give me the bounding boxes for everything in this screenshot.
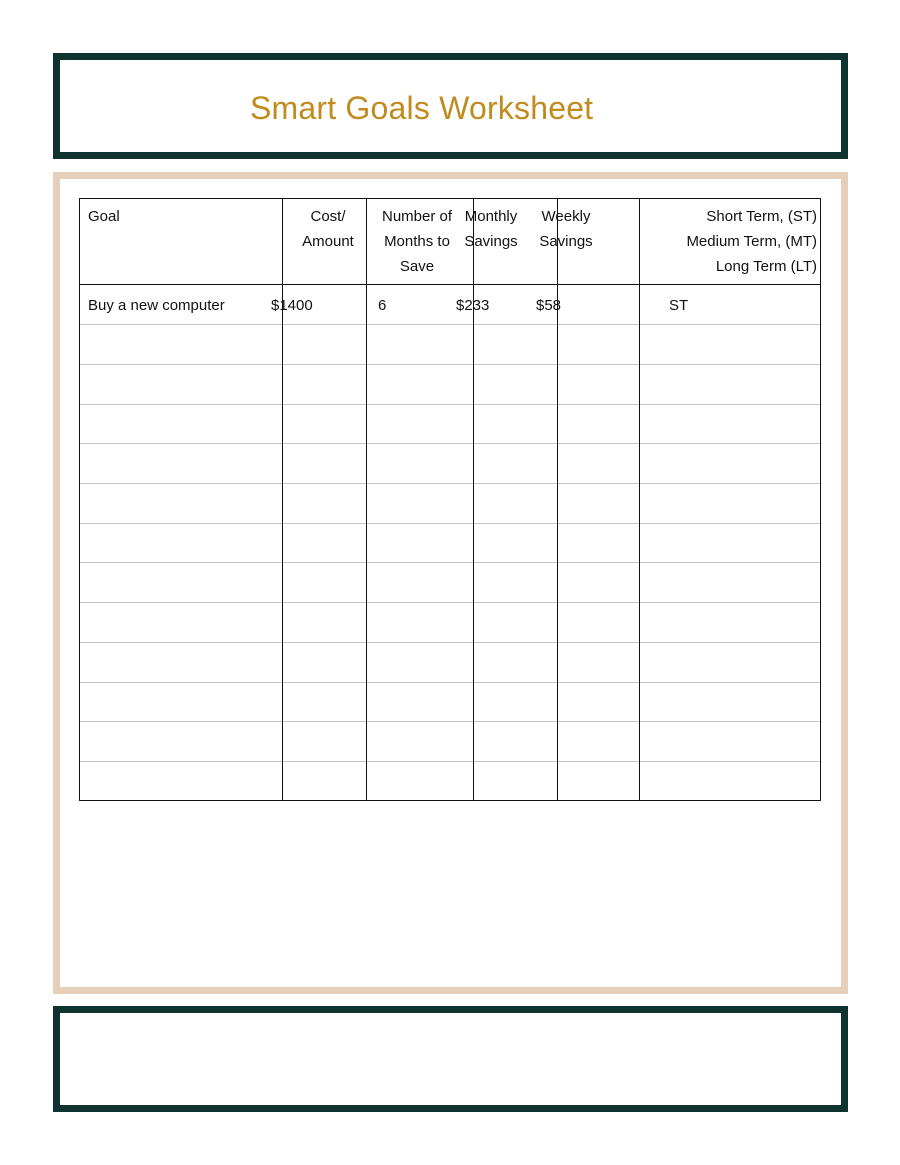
row-weekly-cell: $58: [536, 297, 562, 314]
column-divider-cost: [282, 199, 283, 800]
row-divider: [80, 523, 820, 524]
row-divider: [80, 404, 820, 405]
row-divider: [80, 483, 820, 484]
header-cost-amount: Cost/ Amount: [302, 208, 354, 250]
row-divider: [80, 562, 820, 563]
row-divider: [80, 602, 820, 603]
header-goal: Goal: [88, 208, 120, 225]
row-term-cell: ST: [669, 297, 689, 314]
column-divider-term: [639, 199, 640, 800]
row-divider: [80, 642, 820, 643]
header-separator: [80, 284, 820, 285]
row-cost-cell: $1400: [271, 297, 313, 314]
title-banner: [53, 53, 848, 159]
column-divider-monthly: [473, 199, 474, 800]
footer-banner: [53, 1006, 848, 1112]
row-divider: [80, 682, 820, 683]
row-divider: [80, 721, 820, 722]
worksheet-title: Smart Goals Worksheet: [250, 90, 594, 126]
header-term: Short Term, (ST) Medium Term, (MT) Long Term (LT): [686, 208, 817, 275]
row-divider: [80, 364, 820, 365]
row-divider: [80, 443, 820, 444]
header-weekly-savings: Weekly Savings: [539, 208, 593, 250]
header-months-to-save: Number of Months to Save: [381, 208, 453, 275]
column-divider-weekly: [557, 199, 558, 800]
row-divider: [80, 324, 820, 325]
row-monthly-cell: $233: [456, 297, 490, 314]
column-divider-months: [366, 199, 367, 800]
goals-table: [79, 198, 821, 801]
row-divider: [80, 761, 820, 762]
row-goal-cell: Buy a new computer: [88, 297, 225, 314]
row-months-cell: 6: [378, 297, 387, 314]
header-monthly-savings: Monthly Savings: [464, 208, 518, 250]
